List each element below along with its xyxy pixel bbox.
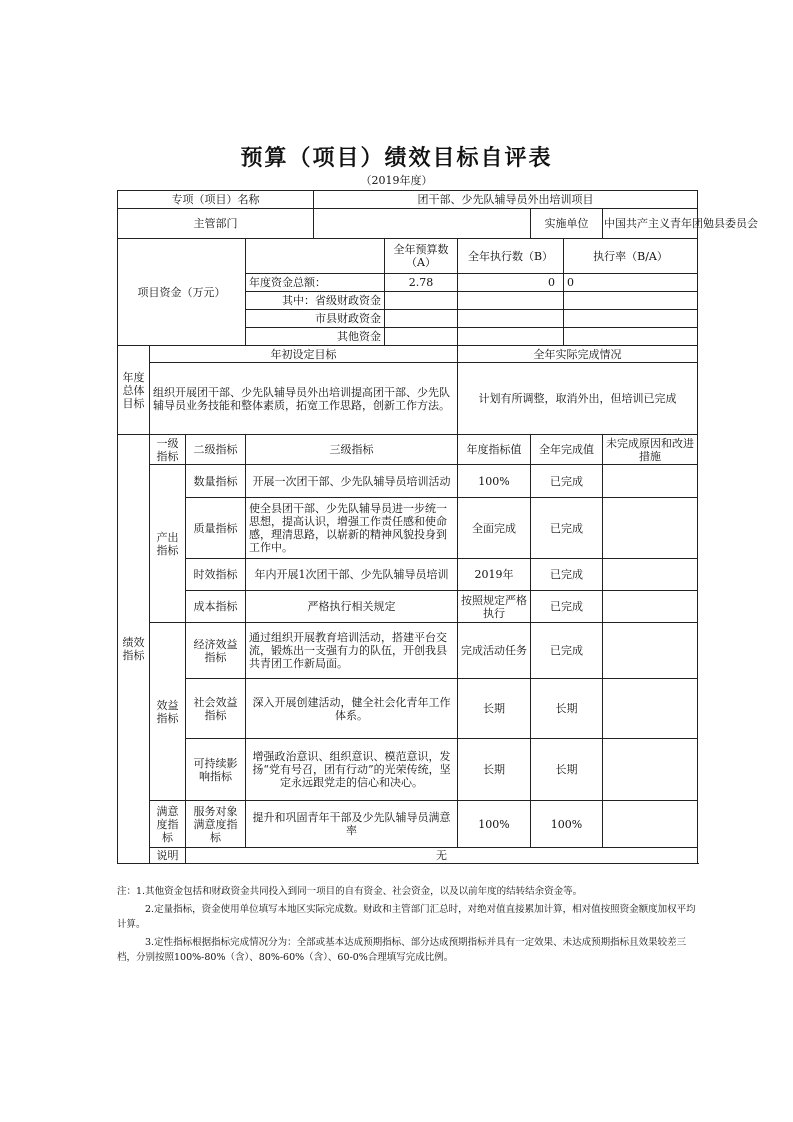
indicator-target: 100% (458, 465, 531, 498)
goal-actual-header: 全年实际完成情况 (458, 346, 698, 363)
funds-row-rate: 0 (564, 274, 698, 292)
header-reason: 未完成原因和改进措施 (603, 435, 698, 465)
funds-row-rate (564, 328, 698, 346)
goal-label: 年度总体目标 (118, 346, 150, 435)
indicator-l3: 使全县团干部、少先队辅导员进一步统一思想，提高认识，增强工作责任感和使命感，理清思路，以崭新的精神风貌投身到工作中。 (246, 498, 458, 559)
indicator-l3: 增强政治意识、组织意识、模范意识，发扬“党有号召，团有行动”的光荣传统，坚定永远跟党走的信心和决心。 (246, 739, 458, 801)
indicator-reason (603, 739, 698, 801)
indicator-l3: 深入开展创建活动，健全社会化青年工作体系。 (246, 679, 458, 739)
goal-planned: 组织开展团干部、少先队辅导员外出培训提高团干部、少先队辅导员业务技能和整体素质，拓宽工作思路，创新工作方法。 (150, 363, 458, 435)
funds-row-exec (458, 292, 564, 310)
indicator-actual: 100% (531, 801, 603, 848)
indicator-actual: 长期 (531, 679, 603, 739)
funds-row-exec: 0 (458, 274, 564, 292)
indicator-l3: 开展一次团干部、少先队辅导员培训活动 (246, 465, 458, 498)
funds-row-exec (458, 328, 564, 346)
indicator-actual: 已完成 (531, 559, 603, 591)
indicator-reason (603, 591, 698, 623)
project-name-value: 团干部、少先队辅导员外出培训项目 (314, 191, 698, 209)
indicator-l2: 成本指标 (186, 591, 246, 623)
indicator-target: 完成活动任务 (458, 623, 531, 679)
remark-value: 无 (186, 848, 698, 864)
page-title: 预算（项目）绩效目标自评表 (240, 145, 553, 171)
header-l2: 二级指标 (186, 435, 246, 465)
funds-row-label: 市县财政资金 (246, 310, 385, 328)
footnote-1: 注：1.其他资金包括和财政资金共同投入到同一项目的自有资金、社会资金，以及以前年度的结转结余资金等。 (117, 886, 583, 897)
header-l1: 一级指标 (150, 435, 186, 465)
page-subtitle: （2019年度） (360, 174, 433, 187)
indicator-reason (603, 623, 698, 679)
funds-row-exec (458, 310, 564, 328)
funds-row-label: 其他资金 (246, 328, 385, 346)
funds-row-label: 年度资金总额： (246, 274, 385, 292)
indicator-l2: 质量指标 (186, 498, 246, 559)
funds-row-rate (564, 310, 698, 328)
indicator-l2: 时效指标 (186, 559, 246, 591)
indicator-reason (603, 559, 698, 591)
unit-label: 实施单位 (531, 209, 603, 239)
goal-planned-header: 年初设定目标 (150, 346, 458, 363)
funds-row-label: 其中：省级财政资金 (246, 292, 385, 310)
indicator-l2: 社会效益指标 (186, 679, 246, 739)
dept-value (314, 209, 531, 239)
header-actual: 全年完成值 (531, 435, 603, 465)
project-name-label: 专项（项目）名称 (118, 191, 314, 209)
indicators-label: 绩效指标 (118, 435, 150, 864)
indicator-actual: 已完成 (531, 465, 603, 498)
indicator-target: 长期 (458, 739, 531, 801)
indicator-target: 长期 (458, 679, 531, 739)
indicator-actual: 已完成 (531, 623, 603, 679)
indicator-l2: 服务对象满意度指标 (186, 801, 246, 848)
unit-value: 中国共产主义青年团勉县委员会 (603, 209, 698, 239)
indicator-l3: 提升和巩固青年干部及少先队辅导员满意率 (246, 801, 458, 848)
funds-row-budget (385, 328, 458, 346)
group-satisfaction: 满意度指标 (150, 801, 186, 848)
funds-row-rate (564, 292, 698, 310)
dept-label: 主管部门 (118, 209, 314, 239)
indicator-l3: 通过组织开展教育培训活动，搭建平台交流，锻炼出一支强有力的队伍，开创我县共青团工作新局面。 (246, 623, 458, 679)
footnotes (117, 884, 702, 968)
indicator-actual: 已完成 (531, 591, 603, 623)
goal-actual: 计划有所调整，取消外出，但培训已完成 (458, 363, 698, 435)
funds-row-budget (385, 292, 458, 310)
footnote-2: 2.定量指标，资金使用单位填写本地区实际完成数。财政和主管部门汇总时，对绝对值直接累加计算，相对值按照资金额度加权平均计算。 (117, 904, 696, 930)
indicator-target: 2019年 (458, 559, 531, 591)
group-output: 产出指标 (150, 465, 186, 623)
remark-label: 说明 (150, 848, 186, 864)
indicator-reason (603, 498, 698, 559)
funds-row-budget: 2.78 (385, 274, 458, 292)
group-benefit: 效益指标 (150, 623, 186, 801)
header-target: 年度指标值 (458, 435, 531, 465)
indicator-l2: 数量指标 (186, 465, 246, 498)
indicator-actual: 已完成 (531, 498, 603, 559)
indicator-l3: 严格执行相关规定 (246, 591, 458, 623)
indicator-target: 全面完成 (458, 498, 531, 559)
funds-exec-header: 全年执行数（B） (458, 239, 564, 274)
indicator-target: 按照规定严格执行 (458, 591, 531, 623)
indicator-target: 100% (458, 801, 531, 848)
indicator-l2: 可持续影响指标 (186, 739, 246, 801)
indicator-actual: 长期 (531, 739, 603, 801)
indicator-reason (603, 801, 698, 848)
indicator-reason (603, 679, 698, 739)
funds-label: 项目资金（万元） (118, 239, 246, 346)
indicator-reason (603, 465, 698, 498)
header-l3: 三级指标 (246, 435, 458, 465)
funds-empty-header (246, 239, 385, 274)
funds-row-budget (385, 310, 458, 328)
footnote-3: 3.定性指标根据指标完成情况分为：全部或基本达成预期指标、部分达成预期指标并具有一定效果、未达成预期指标且效果较差三档，分别按照100%-80%（含）、80%-60%（含）、60-0%合理填写完成比例。 (117, 937, 687, 963)
evaluation-table (117, 190, 758, 864)
indicator-l2: 经济效益指标 (186, 623, 246, 679)
funds-budget-header: 全年预算数（A） (385, 239, 458, 274)
funds-rate-header: 执行率（B/A） (564, 239, 698, 274)
indicator-l3: 年内开展1次团干部、少先队辅导员培训 (246, 559, 458, 591)
